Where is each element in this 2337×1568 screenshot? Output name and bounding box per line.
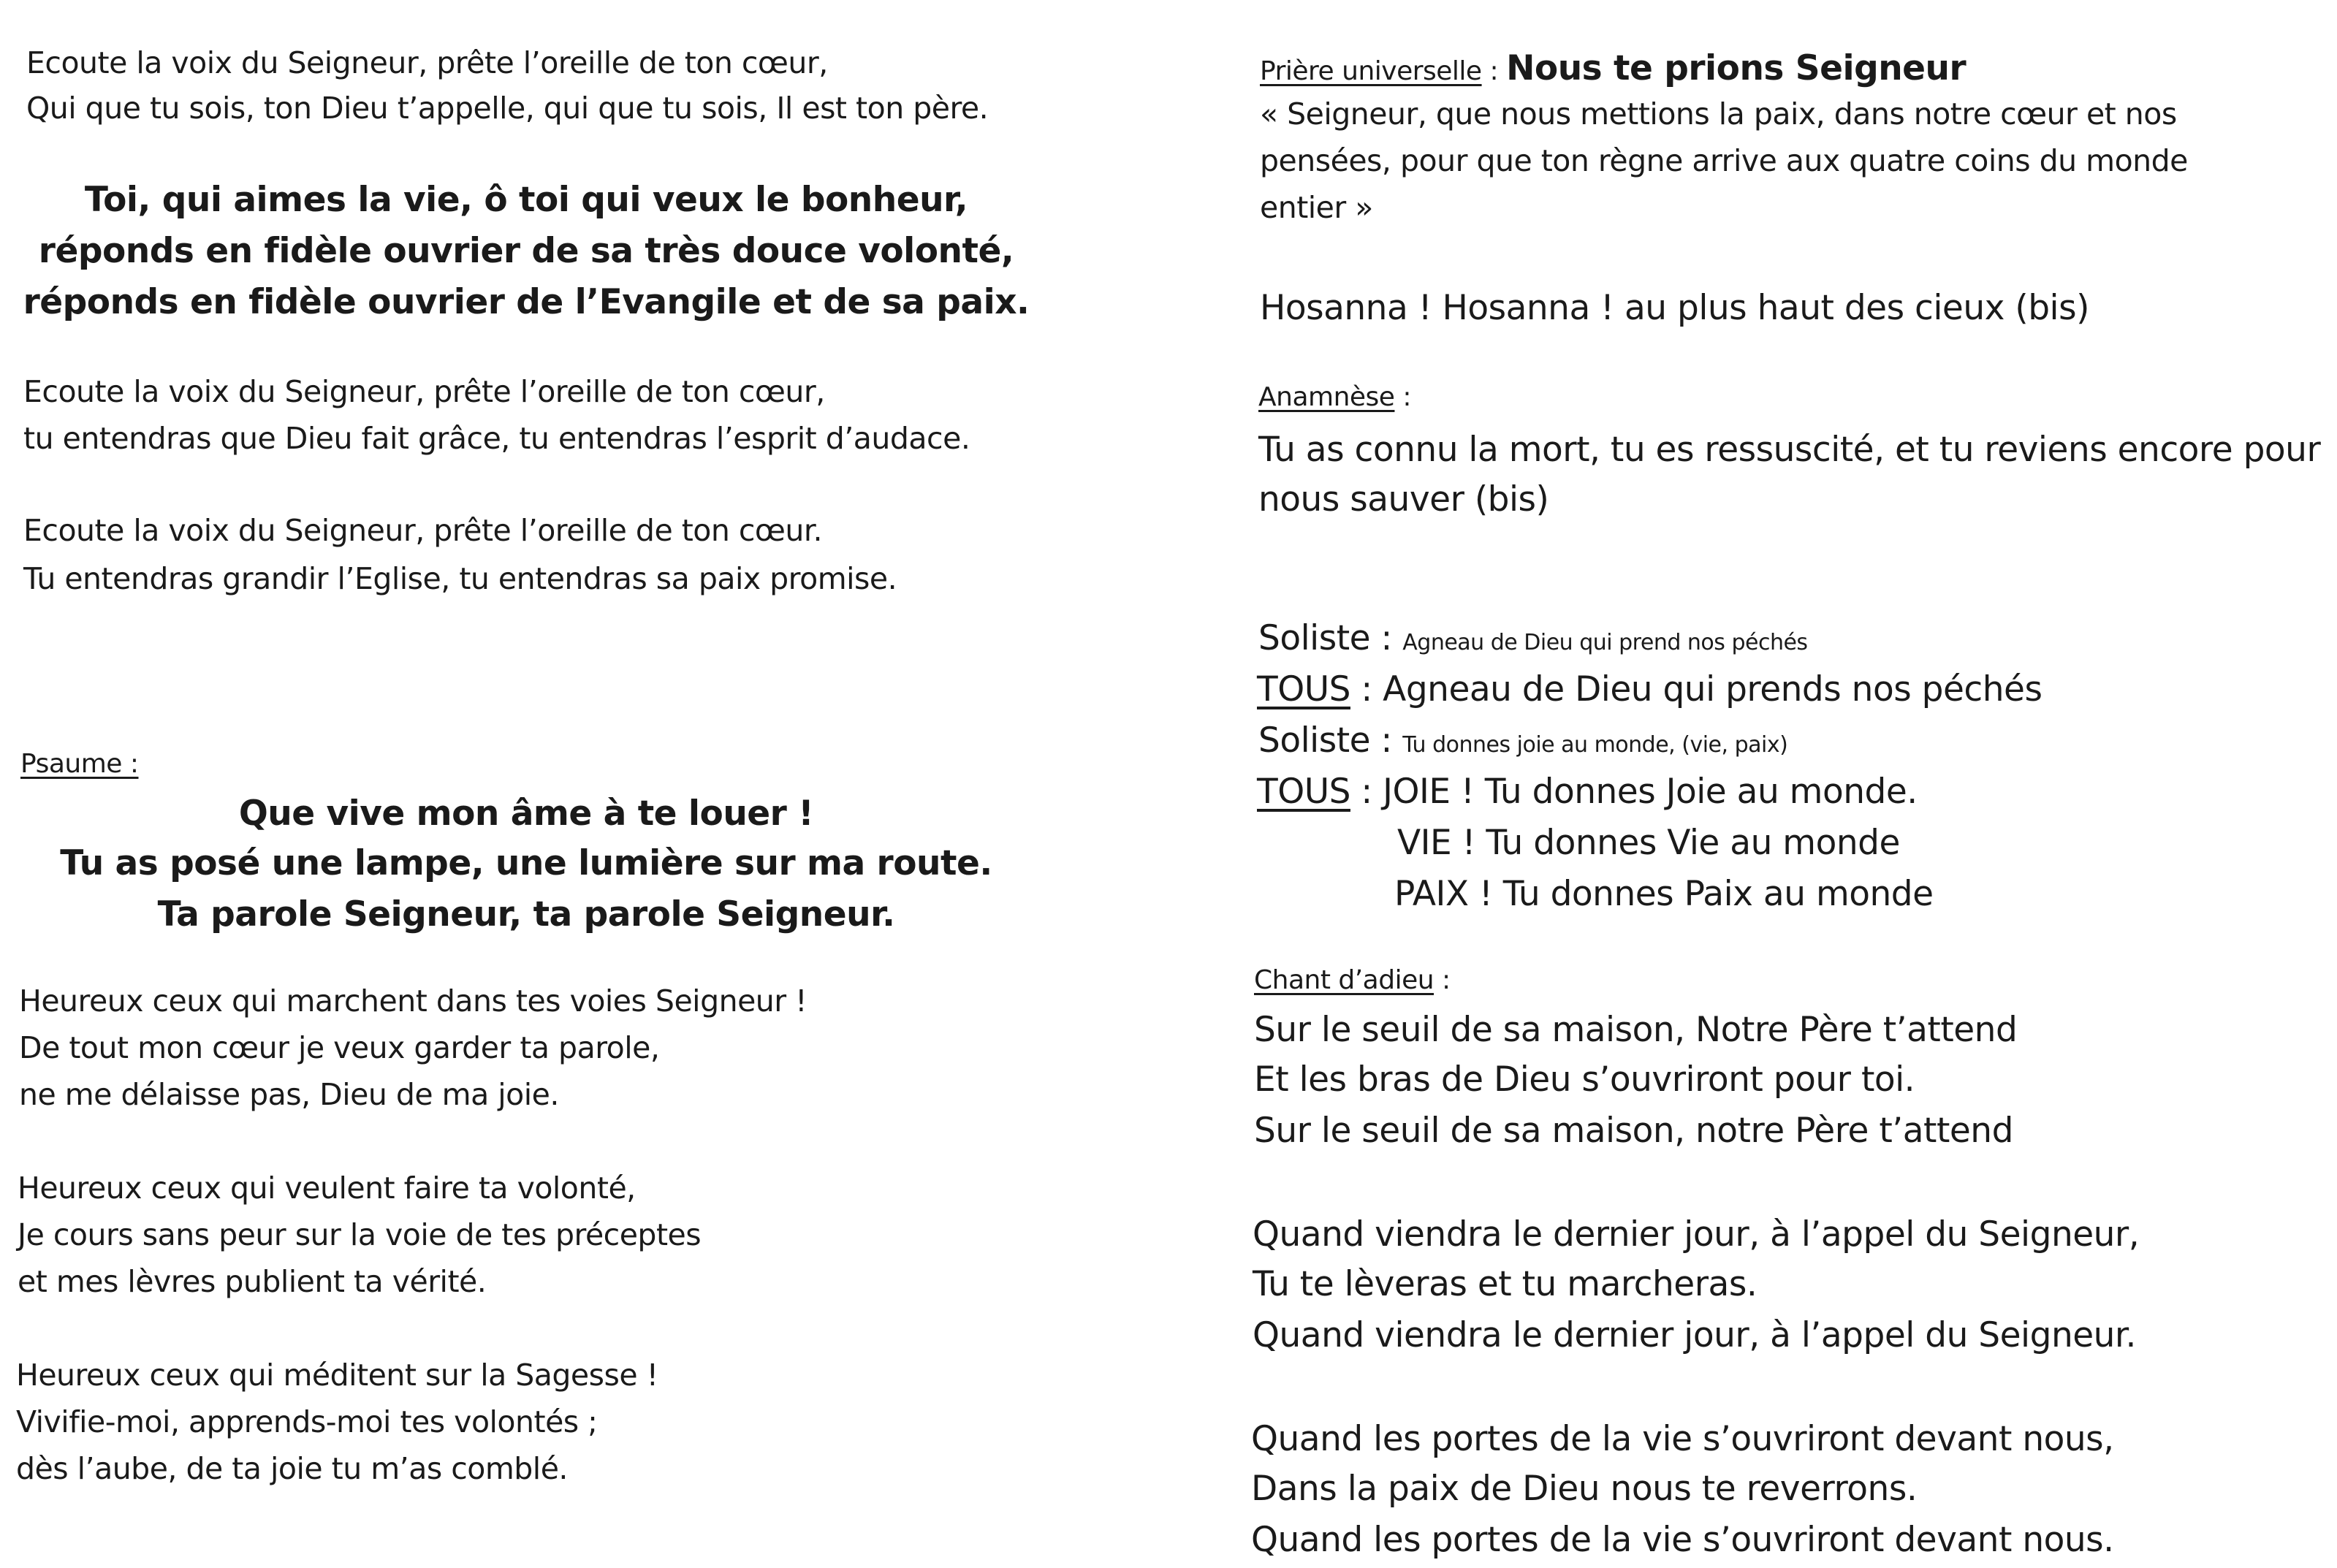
adieu-verse-line: Quand les portes de la vie s’ouvriront devant nous. [1251, 1520, 2114, 1560]
psaume-verse-line: et mes lèvres publient ta vérité. [18, 1264, 487, 1299]
tous-separator: : [1350, 772, 1383, 812]
priere-header [1260, 48, 1966, 88]
anamnese-heading: Anamnèse [1258, 382, 1395, 412]
adieu-verse-line: Sur le seuil de sa maison, Notre Père t’attend [1254, 1010, 2018, 1050]
priere-text-line: « Seigneur, que nous mettions la paix, dans notre cœur et nos [1260, 96, 2177, 132]
psaume-verse-line: De tout mon cœur je veux garder ta parole, [19, 1030, 660, 1065]
adieu-header [1254, 967, 1451, 994]
tous-text: JOIE ! Tu donnes Joie au monde. [1383, 772, 1918, 812]
agneau-soliste-line [1258, 618, 1808, 658]
agneau-vie-line: VIE ! Tu donnes Vie au monde [1397, 823, 1900, 863]
adieu-heading: Chant d’adieu [1254, 965, 1434, 995]
refrain-line: réponds en fidèle ouvrier de sa très douce volonté, [38, 231, 1014, 271]
agneau-soliste-line [1258, 720, 1788, 761]
priere-text-line: entier » [1260, 190, 1373, 225]
tous-label: TOUS [1257, 772, 1350, 812]
adieu-verse-line: Quand les portes de la vie s’ouvriront devant nous, [1251, 1419, 2114, 1459]
adieu-verse-line: Quand viendra le dernier jour, à l’appel du Seigneur. [1253, 1315, 2136, 1355]
adieu-verse-line: Quand viendra le dernier jour, à l’appel du Seigneur, [1253, 1214, 2140, 1255]
psaume-verse-line: Heureux ceux qui veulent faire ta volonté, [18, 1171, 636, 1206]
tous-separator: : [1350, 669, 1383, 709]
agneau-tous-line [1257, 669, 2042, 709]
priere-text-line: pensées, pour que ton règne arrive aux quatre coins du monde [1260, 143, 2188, 178]
tous-text: Agneau de Dieu qui prends nos péchés [1383, 669, 2042, 709]
verse-line: Ecoute la voix du Seigneur, prête l’oreille de ton cœur. [23, 513, 822, 548]
psaume-heading: Psaume : [20, 749, 139, 779]
soliste-separator: : [1370, 618, 1403, 658]
psaume-verse-line: Je cours sans peur sur la voie de tes préceptes [18, 1217, 702, 1252]
priere-title: Nous te prions Seigneur [1506, 48, 1966, 88]
psaume-verse-line: dès l’aube, de ta joie tu m’as comblé. [16, 1451, 568, 1486]
adieu-verse-line: Tu te lèveras et tu marcheras. [1253, 1264, 1758, 1304]
hosanna-line: Hosanna ! Hosanna ! au plus haut des cieux (bis) [1260, 288, 2089, 328]
verse-line: Qui que tu sois, ton Dieu t’appelle, qui que tu sois, Il est ton père. [26, 91, 989, 126]
priere-heading: Prière universelle [1260, 56, 1482, 86]
verse-line: Ecoute la voix du Seigneur, prête l’oreille de ton cœur, [23, 374, 825, 409]
soliste-label: Soliste [1258, 720, 1371, 761]
verse-line: tu entendras que Dieu fait grâce, tu entendras l’esprit d’audace. [23, 421, 970, 456]
adieu-verse-line: Dans la paix de Dieu nous te reverrons. [1251, 1469, 1918, 1509]
soliste-text: Agneau de Dieu qui prend nos péchés [1402, 630, 1808, 655]
psaume-refrain-line: Tu as posé une lampe, une lumière sur ma route. [60, 843, 992, 883]
anamnese-text-line: nous sauver (bis) [1258, 479, 1549, 520]
psaume-verse-line: Heureux ceux qui marchent dans tes voies Seigneur ! [19, 983, 808, 1019]
agneau-paix-line: PAIX ! Tu donnes Paix au monde [1394, 874, 1934, 914]
tous-label: TOUS [1257, 669, 1350, 709]
soliste-separator: : [1370, 720, 1403, 761]
adieu-verse-line: Et les bras de Dieu s’ouvriront pour toi. [1254, 1059, 1915, 1100]
refrain-line: Toi, qui aimes la vie, ô toi qui veux le bonheur, [84, 180, 968, 220]
anamnese-separator: : [1394, 382, 1412, 412]
psaume-verse-line: ne me délaisse pas, Dieu de ma joie. [19, 1077, 559, 1112]
soliste-label: Soliste [1258, 618, 1371, 658]
soliste-text: Tu donnes joie au monde, (vie, paix) [1402, 732, 1788, 758]
verse-line: Tu entendras grandir l’Eglise, tu entendras sa paix promise. [23, 561, 897, 596]
psaume-refrain-line: Que vive mon âme à te louer ! [238, 793, 814, 834]
anamnese-header [1258, 384, 1411, 411]
adieu-separator: : [1434, 965, 1451, 995]
verse-line: Ecoute la voix du Seigneur, prête l’oreille de ton cœur, [26, 45, 828, 80]
refrain-line: réponds en fidèle ouvrier de l’Evangile et de sa paix. [23, 282, 1030, 322]
priere-separator: : [1481, 56, 1507, 86]
anamnese-text-line: Tu as connu la mort, tu es ressuscité, et tu reviens encore pour [1258, 430, 2321, 470]
psaume-verse-line: Vivifie-moi, apprends-moi tes volontés ; [16, 1404, 598, 1439]
psaume-verse-line: Heureux ceux qui méditent sur la Sagesse ! [16, 1358, 658, 1393]
psaume-refrain-line: Ta parole Seigneur, ta parole Seigneur. [157, 894, 895, 935]
adieu-verse-line: Sur le seuil de sa maison, notre Père t’attend [1254, 1111, 2013, 1151]
agneau-tous-line [1257, 772, 1918, 812]
